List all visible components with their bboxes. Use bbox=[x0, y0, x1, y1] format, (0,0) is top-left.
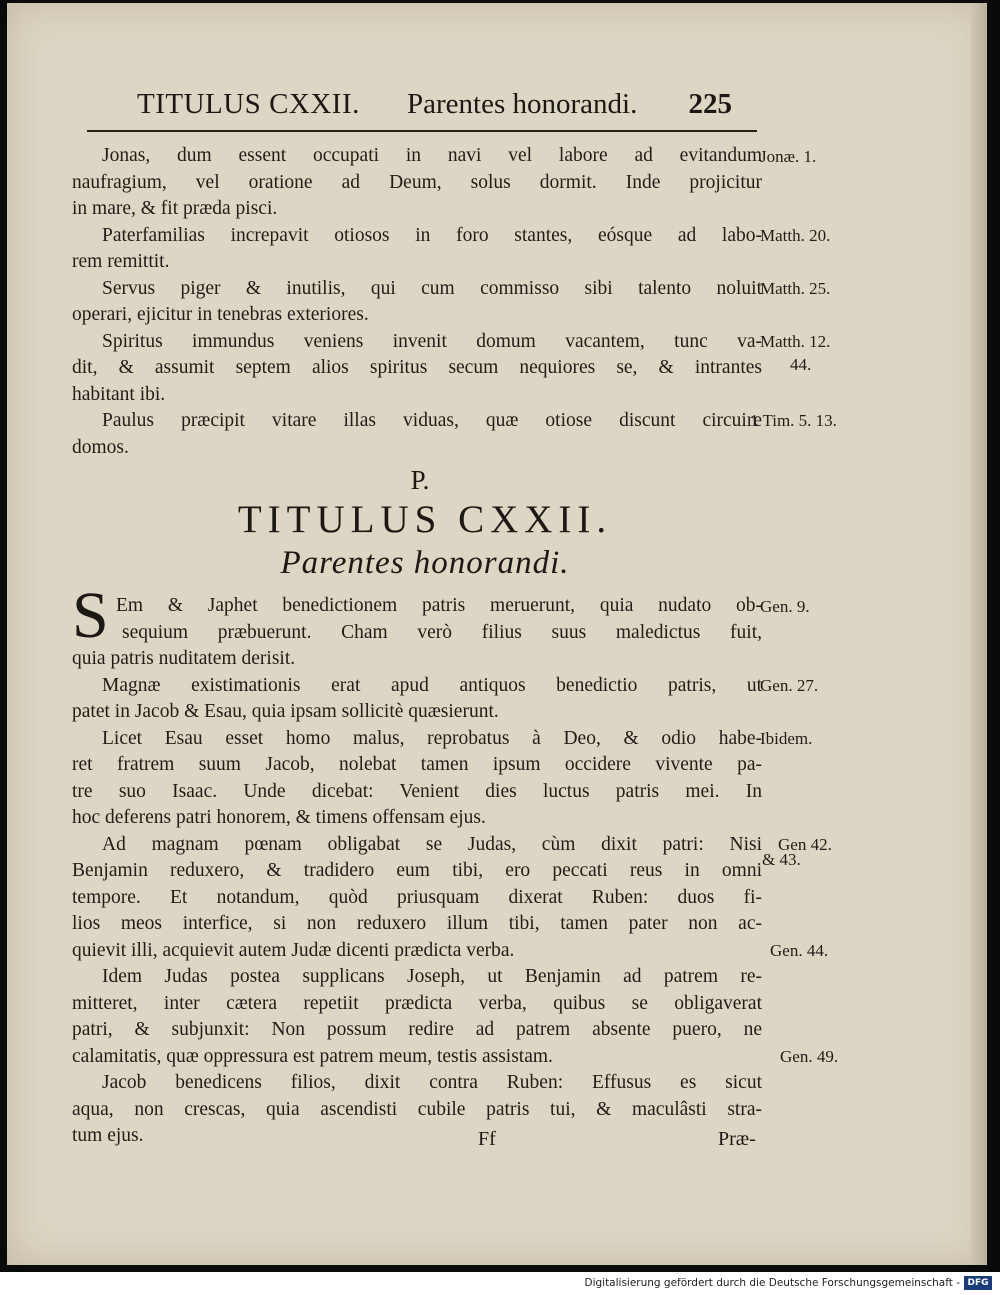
text-line: patri, & subjunxit: Non possum redire ad patrem absente puero, ne bbox=[72, 1019, 762, 1040]
margin-note: Matth. 12. bbox=[760, 332, 831, 351]
page-number: 225 bbox=[688, 88, 732, 120]
text-line: in mare, & fit præda pisci. bbox=[72, 198, 278, 219]
text-line: operari, ejicitur in tenebras exteriores. bbox=[72, 304, 369, 325]
text-line: mitteret, inter cætera repetiit prædicta verba, quibus se obligaverat bbox=[72, 992, 762, 1014]
section-letter: P. bbox=[410, 465, 430, 495]
page-edge bbox=[971, 3, 987, 1265]
text-line: Jonas, dum essent occupati in navi vel labore ad evitandum bbox=[102, 145, 762, 166]
text-line: Paterfamilias increpavit otiosos in foro stantes, eósque ad labo- bbox=[102, 224, 762, 246]
text-line: Magnæ existimationis erat apud antiquos benedictio patris, ut bbox=[102, 674, 762, 696]
text-line: lios meos interfice, si non reduxero illum tibi, tamen pater non ac- bbox=[72, 913, 762, 934]
text-line: aqua, non crescas, quia ascendisti cubile patris tui, & maculâsti stra- bbox=[72, 1098, 762, 1120]
text-line: patet in Jacob & Esau, quia ipsam sollicitè quæsierunt. bbox=[72, 701, 499, 722]
text-line: habitant ibi. bbox=[72, 383, 166, 405]
running-head bbox=[137, 88, 732, 128]
text-line: calamitatis, quæ oppressura est patrem meum, testis assistam. bbox=[72, 1045, 553, 1067]
dfg-logo: DFG bbox=[964, 1276, 992, 1290]
text-line: Paulus præcipit vitare illas viduas, quæ otiose discunt circuire bbox=[102, 410, 762, 431]
margin-note: Gen. 27. bbox=[760, 676, 819, 695]
text-line: dit, & assumit septem alios spiritus secum nequiores se, & intrantes bbox=[72, 357, 762, 378]
text-line: Licet Esau esset homo malus, reprobatus à Deo, & odio habe- bbox=[102, 727, 762, 749]
text-line: Jacob benedicens filios, dixit contra Ruben: Effusus es sicut bbox=[102, 1072, 762, 1093]
margin-note: Gen 42. bbox=[778, 835, 832, 854]
text-line: Spiritus immundus veniens invenit domum vacantem, tunc va- bbox=[102, 330, 762, 352]
text-line: tre suo Isaac. Unde dicebat: Venient dies luctus patris mei. In bbox=[72, 780, 762, 802]
text-line: ret fratrem suum Jacob, nolebat tamen ipsum occidere vivente pa- bbox=[72, 754, 762, 775]
text-line: hoc deferens patri honorem, & timens offensam ejus. bbox=[72, 807, 486, 828]
margin-note: Gen. 44. bbox=[770, 941, 829, 960]
text-line: tum ejus. bbox=[72, 1125, 144, 1146]
text-line: sequium præbuerunt. Cham verò filius suus maledictus fuit, bbox=[122, 621, 762, 643]
text-line: tempore. Et notandum, quòd priusquam dixerat Ruben: duos fi- bbox=[72, 886, 762, 908]
margin-note: Ibidem. bbox=[760, 729, 813, 748]
margin-note: Gen. 9. bbox=[760, 597, 810, 616]
margin-note: Matth. 25. bbox=[760, 279, 831, 298]
top-text-block bbox=[72, 143, 762, 461]
text-line: Benjamin reduxero, & tradidero eum tibi, ero peccati reus in omni bbox=[72, 860, 762, 881]
section-subtitle: Parentes honorandi. bbox=[280, 545, 570, 581]
text-line: quia patris nuditatem derisit. bbox=[72, 648, 296, 669]
catchword: Præ- bbox=[718, 1128, 756, 1150]
footer-bar bbox=[0, 1272, 1000, 1295]
running-head-subtitle: Parentes honorandi. bbox=[407, 88, 638, 120]
margin-note: Jonæ. 1. bbox=[760, 147, 817, 166]
running-head-title: TITULUS CXXII. bbox=[137, 88, 360, 120]
margin-note: 44. bbox=[790, 355, 812, 374]
margin-note: 1 Tim. 5. 13. bbox=[750, 411, 837, 430]
text-line: rem remittit. bbox=[72, 251, 170, 272]
footer-credit: Digitalisierung gefördert durch die Deutsche Forschungsgemeinschaft - bbox=[584, 1277, 960, 1289]
header-rule bbox=[87, 130, 757, 132]
text-line: Em & Japhet benedictionem patris meruerunt, quia nudato ob- bbox=[116, 595, 762, 616]
dropcap-initial: S bbox=[72, 579, 109, 652]
main-text-block bbox=[72, 593, 762, 1150]
text-line: Servus piger & inutilis, qui cum commisso sibi talento noluit bbox=[102, 277, 762, 299]
margin-note: Gen. 49. bbox=[780, 1047, 839, 1066]
signature-mark: Ff bbox=[478, 1128, 496, 1150]
text-line: Ad magnam pœnam obligabat se Judas, cùm dixit patri: Nisi bbox=[102, 833, 762, 855]
text-line: domos. bbox=[72, 436, 129, 458]
text-line: quievit illi, acquievit autem Judæ dicenti prædicta verba. bbox=[72, 939, 515, 961]
margin-note: & 43. bbox=[762, 850, 801, 869]
text-line: naufragium, vel oratione ad Deum, solus dormit. Inde projicitur bbox=[72, 171, 762, 193]
text-line: Idem Judas postea supplicans Joseph, ut Benjamin ad patrem re- bbox=[102, 966, 762, 987]
margin-note: Matth. 20. bbox=[760, 226, 831, 245]
section-title: TITULUS CXXII. bbox=[237, 498, 613, 541]
